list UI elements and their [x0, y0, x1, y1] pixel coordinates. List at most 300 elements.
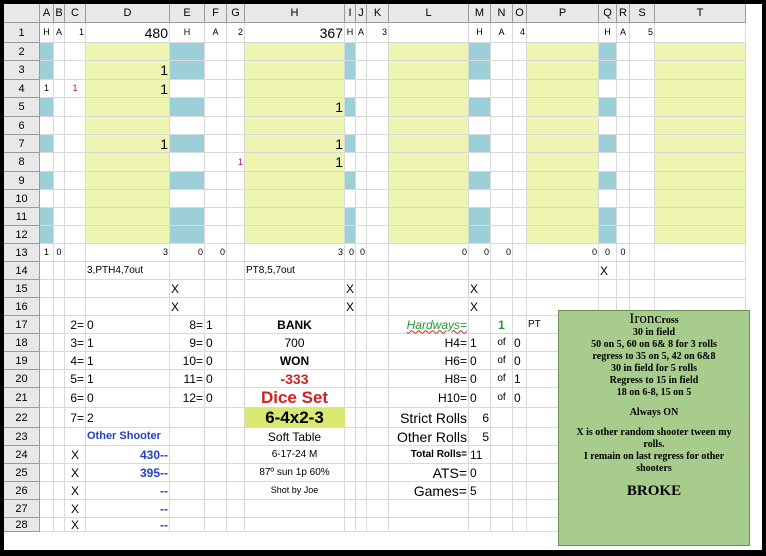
cell[interactable]	[356, 43, 367, 61]
cell-m19[interactable]: 0	[470, 353, 477, 368]
cell-d7[interactable]: 1	[160, 135, 168, 152]
cell[interactable]	[367, 153, 389, 172]
cell[interactable]	[367, 334, 389, 352]
cell-n20[interactable]: of	[497, 372, 506, 384]
cell[interactable]	[65, 117, 86, 135]
cell[interactable]	[491, 153, 513, 172]
cell[interactable]	[54, 172, 65, 190]
cell[interactable]	[513, 464, 527, 482]
cell[interactable]	[40, 262, 54, 280]
cell[interactable]	[367, 244, 389, 262]
cell-a1[interactable]: H	[43, 27, 50, 37]
cell[interactable]	[227, 280, 245, 298]
cell-b13[interactable]: 0	[56, 247, 62, 257]
cell[interactable]	[54, 153, 65, 172]
cell[interactable]	[54, 334, 65, 352]
cell[interactable]	[599, 153, 617, 172]
cell-e1[interactable]: H	[183, 27, 191, 37]
cell[interactable]	[227, 428, 245, 446]
column-header-p[interactable]: P	[527, 4, 599, 23]
cell[interactable]	[617, 226, 630, 244]
row-header-25[interactable]: 25	[4, 464, 40, 482]
row-header-11[interactable]: 11	[4, 208, 40, 226]
cell[interactable]	[389, 23, 469, 43]
cell-m16[interactable]: X	[470, 299, 479, 314]
cell[interactable]	[345, 61, 356, 80]
cell-e18[interactable]: 9=	[189, 335, 203, 350]
cell[interactable]	[86, 172, 170, 190]
cell[interactable]	[527, 226, 599, 244]
cell[interactable]	[65, 298, 86, 316]
cell-p17[interactable]: PT	[528, 318, 541, 330]
cell[interactable]	[655, 23, 746, 43]
cell[interactable]	[40, 316, 54, 334]
column-header-n[interactable]: N	[491, 4, 513, 23]
cell[interactable]	[513, 316, 527, 334]
cell[interactable]	[227, 208, 245, 226]
cell[interactable]	[40, 334, 54, 352]
cell-e21[interactable]: 12=	[182, 390, 203, 405]
cell-m26[interactable]: 5	[470, 483, 477, 498]
cell-l23[interactable]: Other Rolls	[396, 428, 467, 445]
cell[interactable]	[599, 172, 617, 190]
cell[interactable]	[389, 98, 469, 117]
cell[interactable]	[389, 280, 469, 298]
cell[interactable]	[345, 464, 356, 482]
cell[interactable]	[655, 80, 746, 98]
cell[interactable]	[617, 135, 630, 153]
cell[interactable]	[205, 428, 227, 446]
cell[interactable]	[630, 117, 655, 135]
cell-r13[interactable]: 0	[620, 247, 626, 257]
cell[interactable]	[491, 518, 513, 532]
cell[interactable]	[655, 280, 746, 298]
cell-o21[interactable]: 0	[514, 390, 521, 405]
cell[interactable]	[54, 98, 65, 117]
row-header-19[interactable]: 19	[4, 352, 40, 370]
cell[interactable]	[527, 135, 599, 153]
cell[interactable]	[356, 280, 367, 298]
cell-i16[interactable]: X	[346, 299, 355, 314]
cell[interactable]	[205, 518, 227, 532]
cell-f20[interactable]: 0	[206, 371, 213, 386]
cell[interactable]	[345, 262, 356, 280]
cell[interactable]	[345, 135, 356, 153]
cell[interactable]	[389, 208, 469, 226]
row-header-16[interactable]: 16	[4, 298, 40, 316]
cell[interactable]	[617, 61, 630, 80]
cell[interactable]	[655, 190, 746, 208]
cell[interactable]	[227, 334, 245, 352]
cell[interactable]	[40, 428, 54, 446]
cell-g1[interactable]: 2	[237, 27, 243, 37]
cell[interactable]	[227, 408, 245, 428]
cell[interactable]	[205, 43, 227, 61]
cell[interactable]	[227, 43, 245, 61]
cell-c24[interactable]: X	[70, 447, 79, 462]
cell[interactable]	[655, 208, 746, 226]
cell[interactable]	[356, 117, 367, 135]
cell[interactable]	[389, 43, 469, 61]
column-header-h[interactable]: H	[245, 4, 345, 23]
cell-m13[interactable]: 0	[483, 247, 489, 257]
cell-q13[interactable]: 0	[604, 247, 610, 257]
cell[interactable]	[389, 117, 469, 135]
cell[interactable]	[630, 43, 655, 61]
cell[interactable]	[227, 316, 245, 334]
cell-c21[interactable]: 6=	[70, 390, 84, 405]
row-header-20[interactable]: 20	[4, 370, 40, 388]
cell-m1[interactable]: H	[476, 27, 483, 37]
row-header-7[interactable]: 7	[4, 135, 40, 153]
cell-f17[interactable]: 1	[206, 317, 213, 332]
column-header-o[interactable]: O	[513, 4, 527, 23]
column-header-s[interactable]: S	[630, 4, 655, 23]
cell[interactable]	[227, 446, 245, 464]
cell[interactable]	[630, 226, 655, 244]
cell[interactable]	[65, 208, 86, 226]
cell[interactable]	[617, 262, 630, 280]
cell[interactable]	[356, 226, 367, 244]
cell[interactable]	[356, 98, 367, 117]
cell-d4[interactable]: 1	[160, 80, 168, 97]
cell[interactable]	[617, 280, 630, 298]
cell[interactable]	[86, 190, 170, 208]
cell[interactable]	[630, 190, 655, 208]
column-header-q[interactable]: Q	[599, 4, 617, 23]
cell[interactable]	[170, 408, 205, 428]
cell-f19[interactable]: 0	[206, 353, 213, 368]
row-header-23[interactable]: 23	[4, 428, 40, 446]
cell-e13[interactable]: 0	[197, 247, 203, 257]
cell[interactable]	[227, 352, 245, 370]
cell[interactable]	[170, 61, 205, 80]
cell[interactable]	[599, 208, 617, 226]
cell[interactable]	[170, 262, 205, 280]
row-header-9[interactable]: 9	[4, 172, 40, 190]
cell[interactable]	[205, 500, 227, 518]
cell[interactable]	[599, 61, 617, 80]
cell[interactable]	[599, 98, 617, 117]
cell[interactable]	[491, 208, 513, 226]
cell-d27[interactable]: --	[160, 501, 168, 516]
cell[interactable]	[367, 135, 389, 153]
cell[interactable]	[356, 482, 367, 500]
cell[interactable]	[345, 334, 356, 352]
cell[interactable]	[527, 262, 599, 280]
cell-m24[interactable]: 11	[470, 447, 483, 462]
cell[interactable]	[513, 280, 527, 298]
cell[interactable]	[86, 226, 170, 244]
cell-d18[interactable]: 1	[87, 335, 94, 350]
cell[interactable]	[367, 61, 389, 80]
cell[interactable]	[227, 244, 245, 262]
cell[interactable]	[54, 117, 65, 135]
row-header-22[interactable]: 22	[4, 408, 40, 428]
cell[interactable]	[40, 153, 54, 172]
cell-a4[interactable]: 1	[43, 83, 49, 93]
cell[interactable]	[205, 98, 227, 117]
cell[interactable]	[655, 98, 746, 117]
cell[interactable]	[617, 43, 630, 61]
column-header-j[interactable]: J	[356, 4, 367, 23]
cell[interactable]	[205, 117, 227, 135]
cell[interactable]	[617, 98, 630, 117]
cell[interactable]	[245, 280, 345, 298]
column-header-a[interactable]: A	[40, 4, 54, 23]
cell[interactable]	[205, 464, 227, 482]
cell-i13[interactable]: 0	[348, 247, 354, 257]
cell-l20[interactable]: H8=	[444, 371, 467, 386]
cell[interactable]	[40, 352, 54, 370]
cell-n17[interactable]: 1	[498, 317, 505, 332]
cell[interactable]	[40, 370, 54, 388]
cell[interactable]	[345, 388, 356, 408]
cell[interactable]	[655, 172, 746, 190]
cell-n18[interactable]: of	[497, 336, 506, 348]
cell[interactable]	[599, 190, 617, 208]
cell-f21[interactable]: 0	[206, 390, 213, 405]
cell[interactable]	[86, 43, 170, 61]
cell-c19[interactable]: 4=	[70, 353, 84, 368]
cell[interactable]	[86, 208, 170, 226]
cell[interactable]	[367, 208, 389, 226]
column-header-m[interactable]: M	[469, 4, 491, 23]
cell[interactable]	[527, 172, 599, 190]
cell[interactable]	[54, 352, 65, 370]
cell-d20[interactable]: 1	[87, 371, 94, 386]
cell[interactable]	[513, 408, 527, 428]
cell[interactable]	[655, 61, 746, 80]
cell[interactable]	[54, 518, 65, 532]
cell[interactable]	[54, 43, 65, 61]
row-header-18[interactable]: 18	[4, 334, 40, 352]
cell[interactable]	[345, 172, 356, 190]
cell[interactable]	[491, 80, 513, 98]
cell[interactable]	[389, 153, 469, 172]
cell-h25[interactable]: 87º sun 1p 60%	[259, 466, 330, 478]
cell[interactable]	[170, 117, 205, 135]
row-header-10[interactable]: 10	[4, 190, 40, 208]
cell-h7[interactable]: 1	[335, 135, 343, 152]
row-header-13[interactable]: 13	[4, 244, 40, 262]
cell[interactable]	[345, 98, 356, 117]
cell[interactable]	[367, 408, 389, 428]
cell[interactable]	[469, 98, 491, 117]
cell-d23[interactable]: Other Shooter	[87, 430, 161, 442]
cell[interactable]	[617, 208, 630, 226]
cell[interactable]	[367, 80, 389, 98]
cell-n13[interactable]: 0	[505, 247, 511, 257]
cell[interactable]	[227, 226, 245, 244]
cell[interactable]	[170, 500, 205, 518]
cell-m22[interactable]: 6	[482, 410, 489, 425]
cell-h1[interactable]: 367	[319, 24, 343, 41]
cell[interactable]	[617, 172, 630, 190]
cell-c28[interactable]: X	[70, 517, 79, 532]
cell-h13[interactable]: 3	[337, 247, 343, 257]
cell-o1[interactable]: 4	[519, 27, 525, 37]
cell[interactable]	[227, 464, 245, 482]
cell[interactable]	[491, 262, 513, 280]
row-header-28[interactable]: 28	[4, 518, 40, 532]
cell[interactable]	[345, 482, 356, 500]
cell[interactable]	[40, 117, 54, 135]
cell-o18[interactable]: 0	[514, 335, 521, 350]
cell[interactable]	[469, 208, 491, 226]
cell-n19[interactable]: of	[497, 354, 506, 366]
cell[interactable]	[356, 428, 367, 446]
cell[interactable]	[345, 352, 356, 370]
cell-p13[interactable]: 0	[591, 247, 597, 257]
cell[interactable]	[205, 280, 227, 298]
cell[interactable]	[513, 98, 527, 117]
column-header-r[interactable]: R	[617, 4, 630, 23]
cell[interactable]	[205, 172, 227, 190]
cell-e17[interactable]: 8=	[189, 317, 203, 332]
cell[interactable]	[356, 262, 367, 280]
row-header-1[interactable]: 1	[4, 23, 40, 43]
cell-e20[interactable]: 11=	[183, 371, 203, 386]
cell[interactable]	[513, 482, 527, 500]
cell-c20[interactable]: 5=	[70, 371, 84, 386]
cell-q14[interactable]: X	[600, 263, 609, 278]
cell-l21[interactable]: H10=	[437, 390, 467, 405]
cell-h23[interactable]: Soft Table	[267, 429, 322, 444]
cell-l13[interactable]: 0	[461, 247, 467, 257]
cell[interactable]	[527, 117, 599, 135]
cell[interactable]	[367, 482, 389, 500]
cell[interactable]	[356, 316, 367, 334]
cell[interactable]	[513, 153, 527, 172]
cell[interactable]	[227, 262, 245, 280]
cell-l17[interactable]: Hardways=	[406, 317, 467, 332]
cell[interactable]	[205, 298, 227, 316]
cell[interactable]	[65, 190, 86, 208]
cell-o19[interactable]: 0	[514, 353, 521, 368]
cell[interactable]	[54, 388, 65, 408]
cell[interactable]	[491, 190, 513, 208]
cell[interactable]	[356, 408, 367, 428]
cell[interactable]	[599, 43, 617, 61]
cell[interactable]	[617, 190, 630, 208]
cell[interactable]	[356, 370, 367, 388]
cell-d28[interactable]: --	[160, 517, 168, 532]
cell[interactable]	[527, 98, 599, 117]
cell[interactable]	[491, 226, 513, 244]
cell[interactable]	[170, 446, 205, 464]
cell[interactable]	[40, 408, 54, 428]
cell[interactable]	[469, 226, 491, 244]
row-header-8[interactable]: 8	[4, 153, 40, 172]
cell-d25[interactable]: 395--	[139, 465, 168, 480]
cell[interactable]	[599, 135, 617, 153]
cell[interactable]	[630, 61, 655, 80]
cell[interactable]	[630, 172, 655, 190]
cell[interactable]	[54, 298, 65, 316]
cell[interactable]	[65, 98, 86, 117]
cell[interactable]	[227, 482, 245, 500]
cell[interactable]	[205, 482, 227, 500]
cell-d13[interactable]: 3	[162, 247, 168, 257]
cell[interactable]	[513, 190, 527, 208]
cell[interactable]	[367, 388, 389, 408]
cell[interactable]	[356, 153, 367, 172]
cell[interactable]	[469, 190, 491, 208]
cell[interactable]	[513, 226, 527, 244]
cell-l24[interactable]: Total Rolls=	[410, 448, 467, 460]
cell[interactable]	[245, 43, 345, 61]
cell[interactable]	[389, 226, 469, 244]
cell[interactable]	[345, 428, 356, 446]
cell[interactable]	[527, 61, 599, 80]
cell-l18[interactable]: H4=	[444, 335, 467, 350]
cell[interactable]	[40, 388, 54, 408]
cell[interactable]	[356, 388, 367, 408]
cell[interactable]	[491, 500, 513, 518]
cell[interactable]	[54, 316, 65, 334]
cell[interactable]	[245, 208, 345, 226]
cell[interactable]	[356, 518, 367, 532]
cell-f18[interactable]: 0	[206, 335, 213, 350]
cell[interactable]	[245, 226, 345, 244]
cell[interactable]	[170, 464, 205, 482]
cell[interactable]	[345, 226, 356, 244]
cell[interactable]	[356, 172, 367, 190]
cell-h17[interactable]: BANK	[277, 317, 312, 332]
cell[interactable]	[527, 23, 599, 43]
cell-l19[interactable]: H6=	[444, 353, 467, 368]
cell-o20[interactable]: 1	[514, 371, 521, 386]
cell[interactable]	[170, 80, 205, 98]
cell[interactable]	[655, 135, 746, 153]
cell-m20[interactable]: 0	[470, 371, 477, 386]
cell[interactable]	[469, 43, 491, 61]
cell[interactable]	[205, 226, 227, 244]
cell-h8[interactable]: 1	[335, 154, 343, 170]
cell[interactable]	[513, 135, 527, 153]
row-header-3[interactable]: 3	[4, 61, 40, 80]
cell[interactable]	[40, 61, 54, 80]
cell-h26[interactable]: Shot by Joe	[270, 485, 319, 495]
cell[interactable]	[65, 61, 86, 80]
cell-m23[interactable]: 5	[482, 429, 489, 444]
cell[interactable]	[40, 500, 54, 518]
cell[interactable]	[245, 190, 345, 208]
cell[interactable]	[86, 153, 170, 172]
cell[interactable]	[630, 208, 655, 226]
cell[interactable]	[40, 226, 54, 244]
cell-d24[interactable]: 430--	[139, 447, 168, 462]
cell-c17[interactable]: 2=	[70, 317, 84, 332]
cell[interactable]	[54, 500, 65, 518]
cell[interactable]	[617, 80, 630, 98]
cell[interactable]	[227, 518, 245, 532]
cell[interactable]	[227, 500, 245, 518]
row-header-5[interactable]: 5	[4, 98, 40, 117]
cell[interactable]	[491, 428, 513, 446]
cell[interactable]	[513, 172, 527, 190]
cell[interactable]	[527, 80, 599, 98]
cell[interactable]	[356, 298, 367, 316]
cell-c1[interactable]: 1	[78, 27, 84, 37]
cell[interactable]	[345, 316, 356, 334]
cell[interactable]	[205, 61, 227, 80]
cell[interactable]	[345, 117, 356, 135]
cell[interactable]	[389, 500, 469, 518]
cell[interactable]	[65, 153, 86, 172]
cell[interactable]	[356, 446, 367, 464]
